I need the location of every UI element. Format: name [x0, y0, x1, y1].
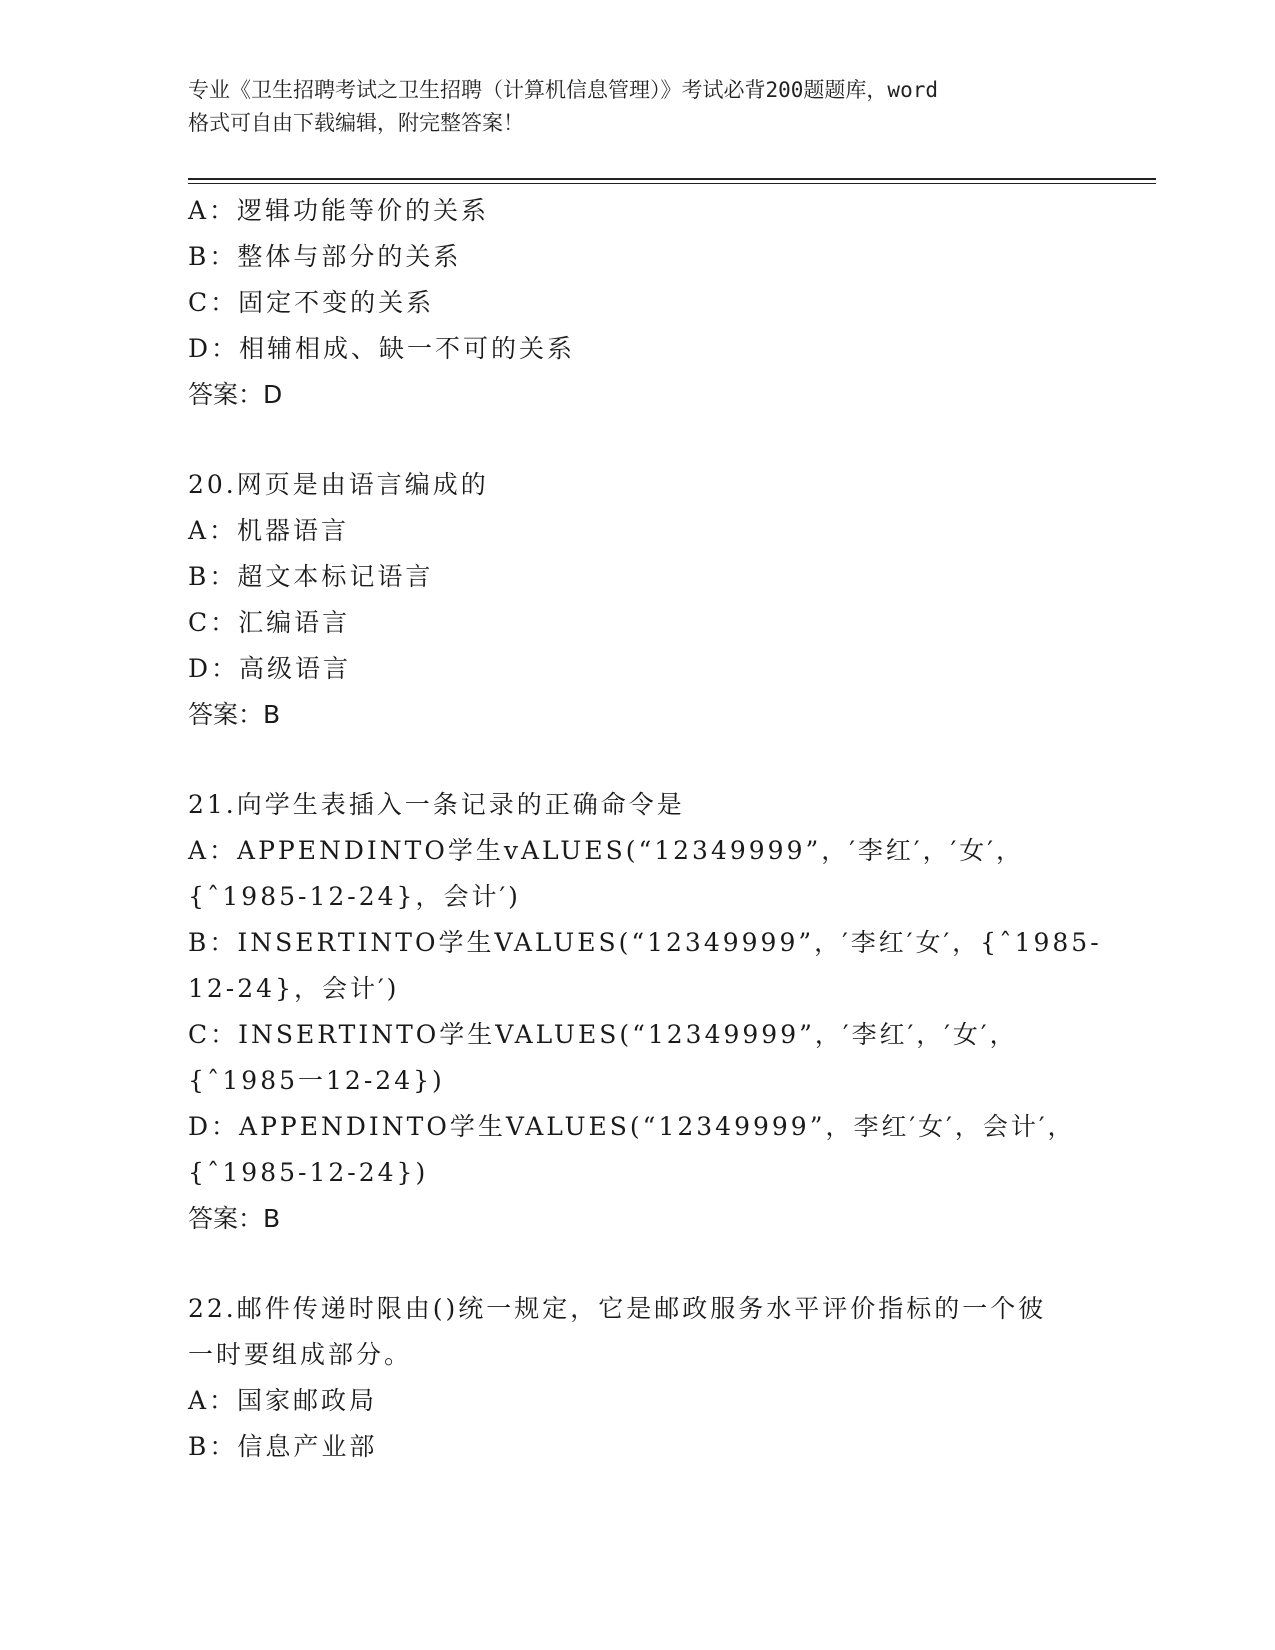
option-d: D：高级语言 [188, 654, 352, 683]
option-c: C：汇编语言 [188, 608, 351, 637]
option-c: C：固定不变的关系 [188, 288, 435, 317]
question-text: 21.向学生表插入一条记录的正确命令是 [188, 790, 685, 819]
question-22 [188, 1286, 1088, 1470]
option-a-line-1: A：APPENDINTO学生vALUES(“12349999”，′李红′，′女′， [188, 836, 1024, 865]
spacer [188, 418, 1088, 462]
option-c-line-2: {ˆ1985一12-24}) [188, 1066, 445, 1095]
header-divider-thin [188, 183, 1156, 184]
question-text: 20.网页是由语言编成的 [188, 470, 489, 499]
option-a: A：国家邮政局 [188, 1386, 378, 1415]
question-list [188, 188, 1102, 1470]
option-b: B：超文本标记语言 [188, 562, 434, 591]
header-title-line-1: 专业《卫生招聘考试之卫生招聘（计算机信息管理）》考试必背200题题库，word [188, 78, 938, 102]
option-c-line-1: C：INSERTINTO学生VALUES(“12349999”，′李红′，′女′， [188, 1020, 1018, 1049]
answer-line: 答案：D [188, 380, 283, 409]
option-a: A：逻辑功能等价的关系 [188, 196, 490, 225]
question-text-line-1: 22.邮件传递时限由()统一规定，它是邮政服务水平评价指标的一个彼 [188, 1294, 1047, 1323]
option-a: A：机器语言 [188, 516, 350, 545]
question-21 [188, 782, 1102, 1242]
option-b-line-1: B：INSERTINTO学生VALUES(“12349999”，′李红′女′，{ˆ1985- [188, 928, 1102, 957]
option-d-line-2: {ˆ1985-12-24}) [188, 1158, 429, 1187]
option-a-line-2: {ˆ1985-12-24}，会计′) [188, 882, 521, 911]
header-divider-thick [188, 178, 1156, 180]
option-d: D：相辅相成、缺一不可的关系 [188, 334, 576, 363]
question-19 [188, 188, 1088, 418]
option-b: B：信息产业部 [188, 1432, 378, 1461]
header-title-line-2: 格式可自由下载编辑，附完整答案！ [188, 111, 524, 135]
option-d-line-1: D：APPENDINTO学生VALUES(“12349999”，李红′女′，会计′， [188, 1112, 1076, 1141]
spacer [188, 738, 1088, 782]
answer-line: 答案：B [188, 1204, 281, 1233]
option-b: B：整体与部分的关系 [188, 242, 462, 271]
answer-line: 答案：B [188, 700, 281, 729]
option-b-line-2: 12-24}，会计′) [188, 974, 400, 1003]
spacer [188, 1242, 1088, 1286]
question-text-line-2: 一时要组成部分。 [188, 1340, 413, 1369]
document-header [188, 74, 1088, 140]
question-20 [188, 462, 1088, 738]
